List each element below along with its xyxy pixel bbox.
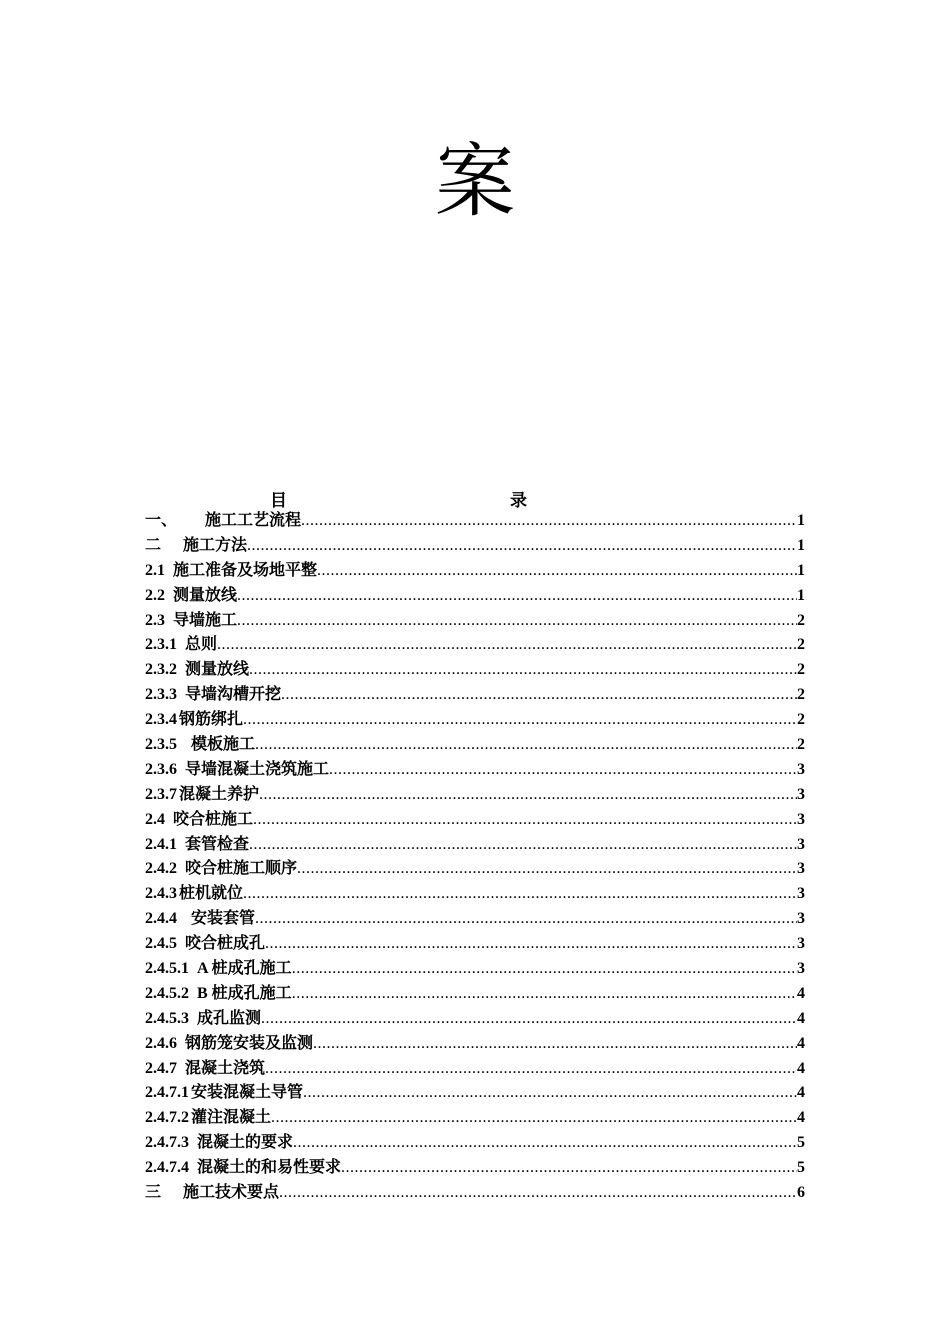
toc-entry-label: 施工准备及场地平整 bbox=[173, 561, 318, 579]
toc-entry-page: 1 bbox=[797, 512, 805, 529]
toc-dot-leader bbox=[341, 1156, 797, 1181]
toc-entry-number: 2.4.7.2 bbox=[145, 1109, 189, 1127]
toc-entry-label: 混凝土养护 bbox=[179, 785, 260, 803]
toc-entry-page: 2 bbox=[797, 636, 805, 654]
toc-entry[interactable] bbox=[145, 1032, 805, 1057]
toc-entry-number: 2.4.7.4 bbox=[145, 1159, 189, 1177]
toc-entry-page: 3 bbox=[797, 885, 805, 903]
toc-entry-number: 2.4.6 bbox=[145, 1034, 177, 1052]
toc-dot-leader bbox=[265, 1057, 797, 1082]
toc-entry-number: 2.3.3 bbox=[145, 686, 177, 704]
toc-entry-label: A 桩成孔施工 bbox=[197, 960, 292, 978]
toc-entry-label: 安装套管 bbox=[191, 910, 256, 928]
toc-entry-label: 导墙施工 bbox=[173, 611, 238, 629]
toc-dot-leader bbox=[243, 708, 797, 733]
toc-entry-page: 1 bbox=[797, 586, 805, 604]
toc-entry-number: 2.4.7.3 bbox=[145, 1134, 189, 1152]
toc-entry-number: 2.3.5 bbox=[145, 736, 177, 754]
toc-entry[interactable] bbox=[145, 1106, 805, 1131]
toc-entry-number: 2.3 bbox=[145, 611, 165, 629]
toc-dot-leader bbox=[255, 733, 797, 758]
toc-entry-page: 4 bbox=[797, 1059, 805, 1077]
toc-entry-number: 2.4 bbox=[145, 810, 165, 828]
toc-entry-page: 4 bbox=[797, 1009, 805, 1027]
toc-dot-leader bbox=[313, 1032, 797, 1057]
toc-entry-page: 3 bbox=[797, 860, 805, 878]
toc-entry-label: 混凝土的要求 bbox=[197, 1134, 294, 1152]
toc-entry-label: 成孔监测 bbox=[197, 1009, 262, 1027]
toc-entry-page: 5 bbox=[797, 1134, 805, 1152]
toc-entry[interactable] bbox=[145, 833, 805, 858]
toc-entry-label: 导墙沟槽开挖 bbox=[185, 686, 282, 704]
table-of-contents bbox=[145, 509, 805, 1206]
toc-entry-number: 二 bbox=[145, 536, 162, 554]
toc-entry-page: 4 bbox=[797, 1109, 805, 1127]
toc-entry[interactable] bbox=[145, 808, 805, 833]
toc-dot-leader bbox=[303, 1081, 797, 1106]
toc-entry-label: B 桩成孔施工 bbox=[197, 984, 292, 1002]
toc-dot-leader bbox=[249, 658, 797, 683]
toc-entry-label: 桩机就位 bbox=[179, 885, 244, 903]
toc-entry-page: 4 bbox=[797, 1034, 805, 1052]
toc-entry-number: 三 bbox=[145, 1184, 162, 1202]
toc-dot-leader bbox=[297, 857, 797, 882]
toc-entry-number: 2.4.1 bbox=[145, 835, 177, 853]
toc-entry-number: 2.4.5.1 bbox=[145, 960, 189, 978]
toc-entry[interactable] bbox=[145, 882, 805, 907]
toc-entry[interactable] bbox=[145, 1181, 805, 1206]
toc-dot-leader bbox=[249, 833, 797, 858]
toc-entry-label: 咬合桩施工顺序 bbox=[185, 860, 298, 878]
toc-entry-label: 混凝土浇筑 bbox=[185, 1059, 266, 1077]
toc-entry[interactable] bbox=[145, 708, 805, 733]
toc-dot-leader bbox=[237, 609, 797, 634]
toc-dot-leader bbox=[292, 957, 797, 982]
toc-dot-leader bbox=[247, 534, 797, 559]
toc-entry-label: 导墙混凝土浇筑施工 bbox=[185, 760, 330, 778]
toc-dot-leader bbox=[253, 808, 797, 833]
toc-entry-label: 测量放线 bbox=[185, 661, 250, 679]
toc-dot-leader bbox=[293, 1131, 797, 1156]
toc-entry[interactable] bbox=[145, 783, 805, 808]
toc-entry-number: 2.3.7 bbox=[145, 785, 177, 803]
toc-entry-number: 2.1 bbox=[145, 561, 165, 579]
toc-dot-leader bbox=[265, 932, 797, 957]
toc-entry[interactable] bbox=[145, 857, 805, 882]
toc-entry-number: 2.3.1 bbox=[145, 636, 177, 654]
toc-entry-number: 2.4.7 bbox=[145, 1059, 177, 1077]
toc-dot-leader bbox=[317, 559, 797, 584]
toc-entry-number: 2.4.5.2 bbox=[145, 984, 189, 1002]
toc-entry-label: 套管检查 bbox=[185, 835, 250, 853]
toc-entry-page: 3 bbox=[797, 835, 805, 853]
toc-entry[interactable] bbox=[145, 683, 805, 708]
toc-entry-number: 2.4.5 bbox=[145, 935, 177, 953]
toc-entry-label: 咬合桩成孔 bbox=[185, 935, 266, 953]
toc-entry-label: 施工工艺流程 bbox=[205, 512, 302, 529]
toc-entry-number: 2.2 bbox=[145, 586, 165, 604]
toc-heading-left: 目 bbox=[270, 491, 287, 511]
toc-entry-label: 混凝土的和易性要求 bbox=[197, 1159, 342, 1177]
toc-entry-number: 2.3.2 bbox=[145, 661, 177, 679]
cover-title-char: 案 bbox=[435, 135, 515, 228]
toc-entry[interactable] bbox=[145, 1131, 805, 1156]
toc-entry-page: 3 bbox=[797, 910, 805, 928]
toc-entry-page: 3 bbox=[797, 935, 805, 953]
toc-entry-page: 6 bbox=[797, 1184, 805, 1202]
toc-entry-label: 施工方法 bbox=[183, 536, 248, 554]
toc-entry-page: 2 bbox=[797, 736, 805, 754]
toc-entry-page: 3 bbox=[797, 785, 805, 803]
toc-entry-number: 一、 bbox=[145, 512, 178, 529]
toc-dot-leader bbox=[292, 982, 797, 1007]
toc-dot-leader bbox=[329, 758, 797, 783]
toc-entry-page: 4 bbox=[797, 984, 805, 1002]
toc-entry[interactable] bbox=[145, 559, 805, 584]
toc-entry-page: 3 bbox=[797, 760, 805, 778]
toc-entry[interactable] bbox=[145, 1057, 805, 1082]
toc-entry-label: 总则 bbox=[185, 636, 218, 654]
toc-entry-label: 咬合桩施工 bbox=[173, 810, 254, 828]
toc-entry-number: 2.4.4 bbox=[145, 910, 177, 928]
toc-entry[interactable] bbox=[145, 534, 805, 559]
toc-entry-page: 1 bbox=[797, 536, 805, 554]
toc-entry-number: 2.4.3 bbox=[145, 885, 177, 903]
toc-entry[interactable] bbox=[145, 1007, 805, 1032]
toc-entry-page: 5 bbox=[797, 1159, 805, 1177]
toc-entry-page: 3 bbox=[797, 810, 805, 828]
toc-entry[interactable] bbox=[145, 932, 805, 957]
toc-entry-number: 2.4.2 bbox=[145, 860, 177, 878]
toc-dot-leader bbox=[281, 683, 797, 708]
toc-entry[interactable] bbox=[145, 658, 805, 683]
toc-entry-page: 2 bbox=[797, 661, 805, 679]
toc-entry[interactable] bbox=[145, 758, 805, 783]
toc-entry[interactable] bbox=[145, 584, 805, 609]
toc-dot-leader bbox=[261, 1007, 797, 1032]
toc-dot-leader bbox=[279, 1181, 797, 1206]
toc-dot-leader bbox=[259, 783, 797, 808]
toc-entry-label: 钢筋绑扎 bbox=[179, 711, 244, 729]
toc-entry-number: 2.4.7.1 bbox=[145, 1084, 189, 1102]
toc-dot-leader bbox=[255, 907, 797, 932]
toc-heading bbox=[145, 486, 805, 511]
toc-entry-page: 2 bbox=[797, 686, 805, 704]
toc-entry-label: 钢筋笼安装及监测 bbox=[185, 1034, 314, 1052]
toc-entry-number: 2.3.6 bbox=[145, 760, 177, 778]
toc-heading-right: 录 bbox=[510, 491, 527, 511]
toc-entry-number: 2.4.5.3 bbox=[145, 1009, 189, 1027]
toc-entry[interactable] bbox=[145, 982, 805, 1007]
toc-entry-label: 模板施工 bbox=[191, 736, 256, 754]
toc-dot-leader bbox=[301, 509, 797, 534]
toc-entry-page: 2 bbox=[797, 711, 805, 729]
toc-entry[interactable] bbox=[145, 1081, 805, 1106]
toc-entry[interactable] bbox=[145, 633, 805, 658]
toc-entry[interactable] bbox=[145, 957, 805, 982]
toc-entry[interactable] bbox=[145, 733, 805, 758]
toc-entry[interactable] bbox=[145, 1156, 805, 1181]
toc-entry-page: 3 bbox=[797, 960, 805, 978]
toc-entry-label: 施工技术要点 bbox=[183, 1184, 280, 1202]
toc-dot-leader bbox=[217, 633, 797, 658]
toc-entry[interactable] bbox=[145, 907, 805, 932]
toc-entry-page: 2 bbox=[797, 611, 805, 629]
toc-entry-label: 安装混凝土导管 bbox=[191, 1084, 304, 1102]
toc-entry[interactable] bbox=[145, 509, 805, 534]
toc-dot-leader bbox=[243, 882, 797, 907]
toc-dot-leader bbox=[237, 584, 797, 609]
toc-entry-page: 4 bbox=[797, 1084, 805, 1102]
toc-entry-page: 1 bbox=[797, 561, 805, 579]
toc-entry-label: 测量放线 bbox=[173, 586, 238, 604]
toc-entry[interactable] bbox=[145, 609, 805, 634]
toc-dot-leader bbox=[271, 1106, 797, 1131]
toc-entry-number: 2.3.4 bbox=[145, 711, 177, 729]
toc-entry-label: 灌注混凝土 bbox=[191, 1109, 272, 1127]
